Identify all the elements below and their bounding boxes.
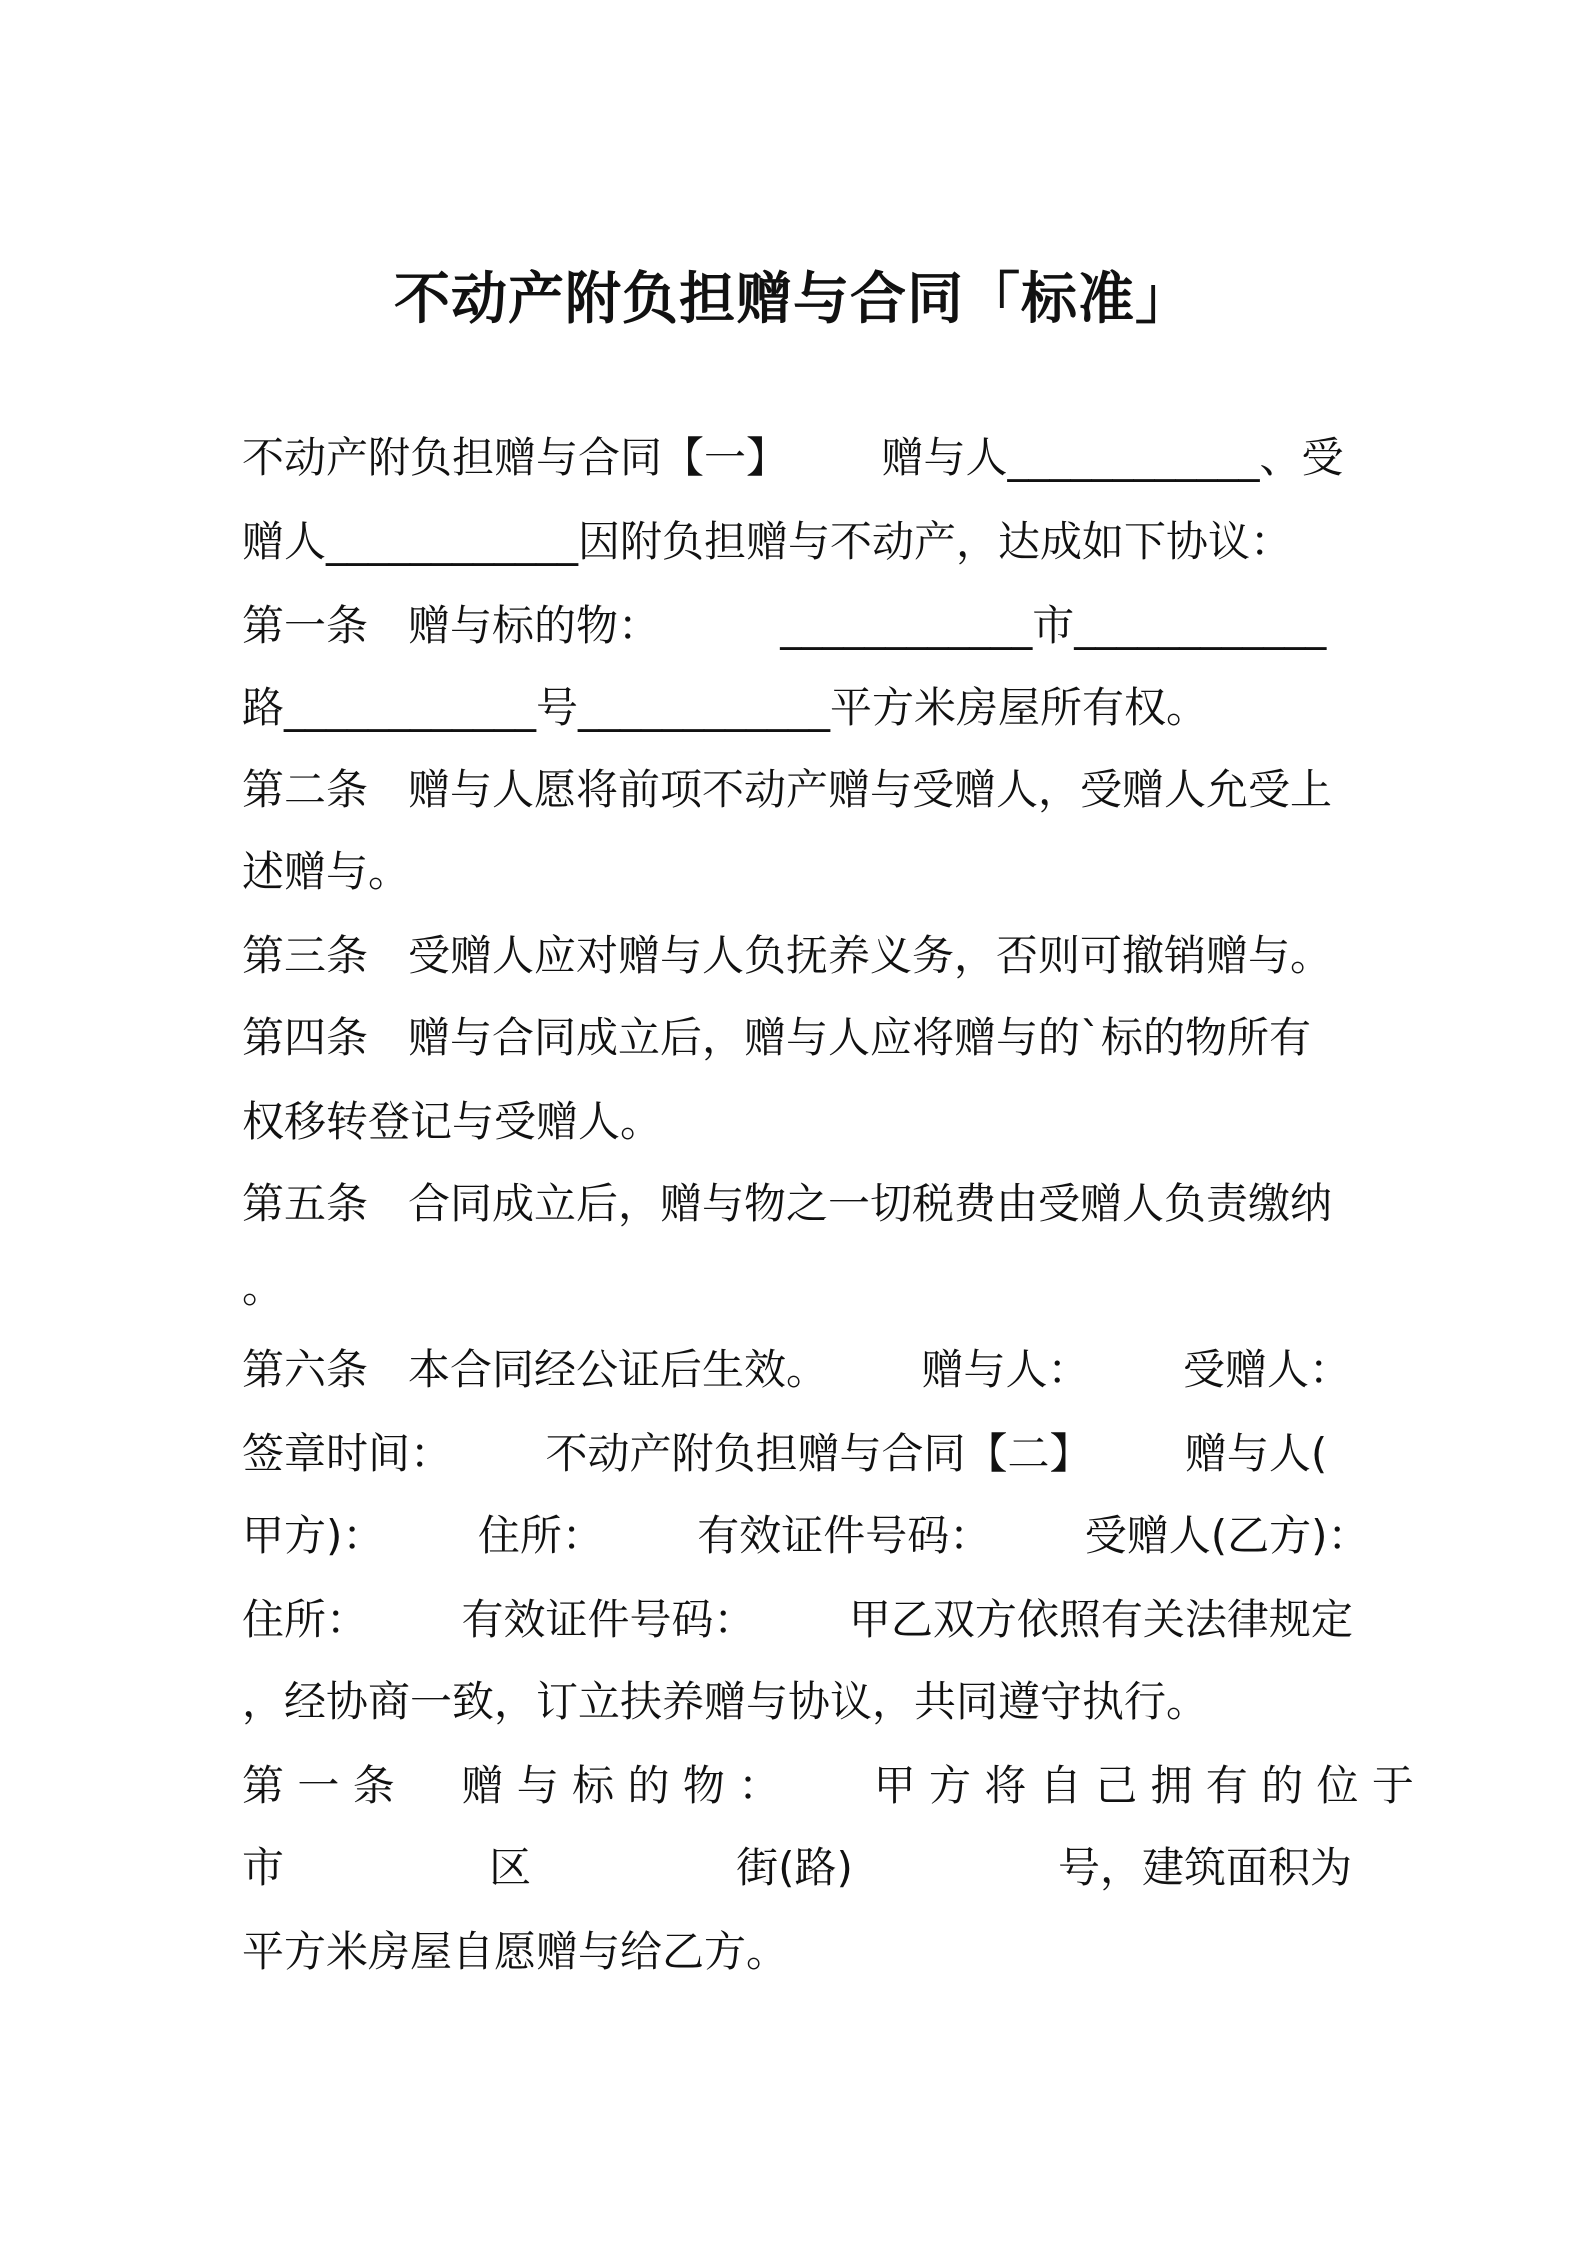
address-number: 号，建筑面积为 xyxy=(1057,1843,1352,1892)
text-line: 第二条 赠与人愿将前项不动产赠与受赠人，受赠人允受上 xyxy=(242,765,1333,814)
text-line: 路____________号____________平方米房屋所有权。 xyxy=(242,683,1209,732)
address-street: 街(路) xyxy=(736,1843,853,1892)
text-line: 第五条 合同成立后，赠与物之一切税费由受赠人负责缴纳 xyxy=(242,1179,1333,1228)
document-title: 不动产附负担赠与合同「标准」 xyxy=(394,267,1192,332)
address-city: 市 xyxy=(242,1843,285,1892)
text-line: 第六条 本合同经公证后生效。 赠与人： 受赠人： xyxy=(242,1345,1351,1394)
text-line: 第三条 受赠人应对赠与人负抚养义务，否则可撤销赠与。 xyxy=(242,931,1333,980)
text-line-address xyxy=(242,1838,1352,1898)
text-line: 述赠与。 xyxy=(242,847,411,896)
text-line: 赠人____________因附负担赠与不动产，达成如下协议： xyxy=(242,517,1293,566)
text-line: 第 一 条 赠 与 标 的 物 ： 甲 方 将 自 己 拥 有 的 位 于 xyxy=(242,1761,1414,1810)
text-line: 不动产附负担赠与合同【一】 赠与人____________、受 xyxy=(242,433,1344,482)
text-line: 甲方)： 住所： 有效证件号码： 受赠人(乙方)： xyxy=(242,1511,1370,1560)
text-line: 签章时间： 不动产附负担赠与合同【二】 赠与人( xyxy=(242,1429,1328,1478)
text-line: 权移转登记与受赠人。 xyxy=(242,1097,663,1146)
address-district: 区 xyxy=(489,1843,532,1892)
text-line: 。 xyxy=(242,1263,285,1312)
text-line: 住所： 有效证件号码： 甲乙双方依照有关法律规定 xyxy=(242,1595,1353,1644)
text-line: ，经协商一致，订立扶养赠与协议，共同遵守执行。 xyxy=(242,1677,1209,1726)
text-line: 第一条 赠与标的物： ____________市____________ xyxy=(242,601,1327,650)
text-line: 第四条 赠与合同成立后，赠与人应将赠与的`标的物所有 xyxy=(242,1013,1312,1062)
text-line: 平方米房屋自愿赠与给乙方。 xyxy=(242,1927,789,1976)
